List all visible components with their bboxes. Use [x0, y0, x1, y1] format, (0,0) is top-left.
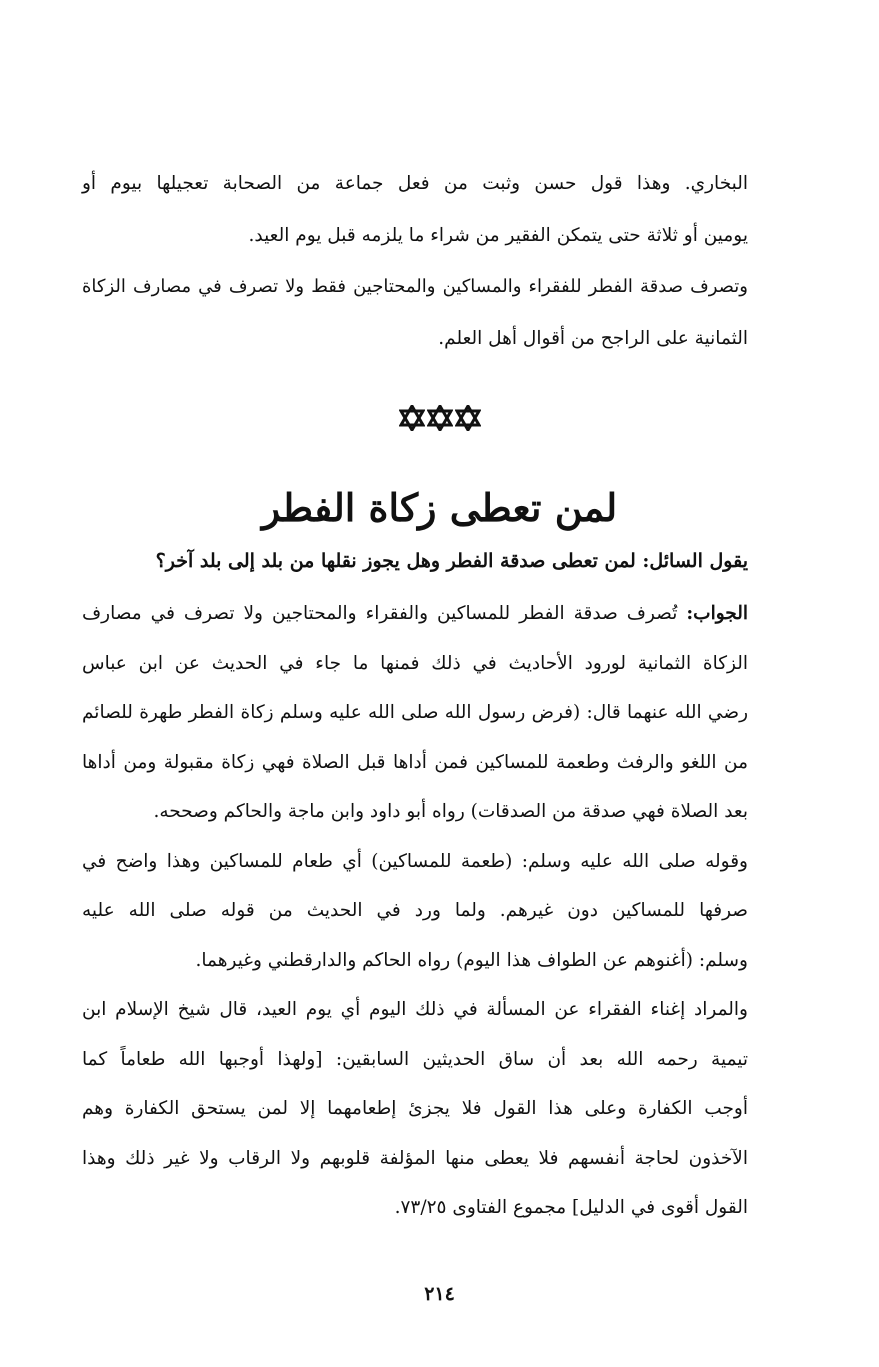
- question-line: [82, 535, 748, 587]
- text-line: الزكاة الثمانية لورود الأحاديث في ذلك فمنها ما جاء في الحديث عن ابن عباس: [82, 652, 748, 674]
- text-line: رضي الله عنهما قال: (فرض رسول الله صلى الله عليه وسلم زكاة الفطر طهرة للصائم: [82, 702, 748, 723]
- text-line: من اللغو والرفث وطعمة للمساكين فمن أداها قبل الصلاة فهي زكاة مقبولة ومن أداها: [82, 751, 748, 773]
- hexagram-icon: [399, 405, 425, 431]
- answer-paragraph: [82, 589, 748, 1233]
- answer-first-line-text: تُصرف صدقة الفطر للمساكين والفقراء والمحتاجين ولا تصرف في مصارف: [82, 603, 687, 624]
- question-label: يقول السائل:: [642, 550, 748, 572]
- text-line: الآخذون لحاجة أنفسهم فلا يعطى منها المؤلفة قلوبهم ولا الرقاب ولا غير ذلك وهذا: [82, 1147, 748, 1169]
- text-line: وتصرف صدقة الفطر للفقراء والمساكين والمحتاجين فقط ولا تصرف في مصارف الزكاة: [82, 276, 748, 297]
- text-line: بعد الصلاة فهي صدقة من الصدقات) رواه أبو داود وابن ماجة والحاكم وصححه.: [153, 801, 748, 822]
- text-line: وقوله صلى الله عليه وسلم: (طعمة للمساكين) أي طعام للمساكين وهذا واضح في: [82, 850, 748, 872]
- text-line: الثمانية على الراجح من أقوال أهل العلم.: [438, 327, 748, 349]
- text-line: وسلم: (أغنوهم عن الطواف هذا اليوم) رواه الحاكم والدارقطني وغيرهما.: [195, 949, 748, 971]
- hexagram-icon: [455, 405, 481, 431]
- hexagram-icon: [427, 405, 453, 431]
- text-line: أوجب الكفارة وعلى هذا القول فلا يجزئ إطعامهما إلا لمن يستحق الكفارة وهم: [82, 1098, 748, 1119]
- text-line: القول أقوى في الدليل] مجموع الفتاوى ٧٣/٢٥.: [394, 1197, 748, 1218]
- answer-label: الجواب:: [686, 603, 748, 624]
- page-number: ٢١٤: [424, 1283, 455, 1305]
- triple-hexagram-ornament-icon: [0, 398, 879, 438]
- section-heading: لمن تعطى زكاة الفطر: [261, 485, 618, 530]
- text-line: والمراد إغناء الفقراء عن المسألة في ذلك اليوم أي يوم العيد، قال شيخ الإسلام ابن: [82, 999, 748, 1020]
- text-line: صرفها للمساكين دون غيرهم. ولما ورد في الحديث من قوله صلى الله عليه: [82, 900, 748, 921]
- intro-paragraph: [82, 158, 748, 364]
- answer-first-line: [82, 589, 748, 639]
- text-line: البخاري. وهذا قول حسن وثبت من فعل جماعة من الصحابة تعجيلها بيوم أو: [82, 173, 748, 194]
- text-line: تيمية رحمه الله بعد أن ساق الحديثين السابقين: [ولهذا أوجبها الله طعاماً كما: [82, 1048, 748, 1070]
- question-text: لمن تعطى صدقة الفطر وهل يجوز نقلها من بلد إلى بلد آخر؟: [155, 550, 643, 572]
- text-line: يومين أو ثلاثة حتى يتمكن الفقير من شراء ما يلزمه قبل يوم العيد.: [248, 224, 748, 246]
